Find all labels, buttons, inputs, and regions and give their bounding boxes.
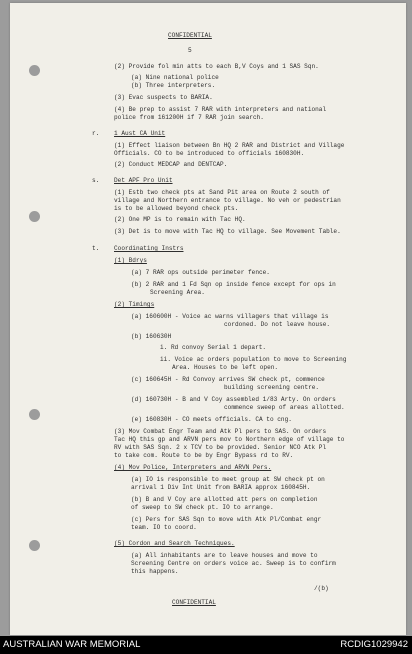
text-line: Screening Area. [150, 289, 205, 296]
text-line: (3) Det is to move with Tac HQ to village. See Movement Table. [114, 228, 341, 235]
text-line: ii. Voice ac orders population to move to Screening [160, 356, 347, 363]
text-line: (a) 7 RAR ops outside perimeter fence. [131, 269, 270, 276]
text-line: (b) Three interpreters. [131, 82, 216, 89]
header-classification: CONFIDENTIAL [168, 32, 212, 39]
text-line: (1) Estb two check pts at Sand Pit area on Route 2 south of [114, 189, 330, 196]
text-line: arrival 1 Div Int Unit from BARIA approx 160845H. [131, 484, 311, 491]
text-line: (1) Effect liaison between Bn HQ 2 RAR and District and Village [114, 142, 345, 149]
text-line: (a) 160600H - Voice ac warns villagers that village is [131, 313, 329, 320]
text-line: (a) All inhabitants are to leave houses and move to [131, 552, 318, 559]
text-line: (c) 160645H - Rd Convoy arrives SW check pt, commence [131, 376, 325, 383]
punch-hole [29, 409, 40, 420]
text-line: team. IO to coord. [131, 524, 197, 531]
punch-hole [29, 211, 40, 222]
text-line: (2) Provide fol min atts to each B,V Coys and 1 SAS Sqn. [114, 63, 319, 70]
text-line: commence sweep of areas allotted. [224, 404, 345, 411]
section-heading: Coordinating Instrs [114, 245, 184, 252]
text-line: (b) B and V Coy are allotted att pers on completion [131, 496, 318, 503]
text-line: Officials. CO to be introduced to officials 160830H. [114, 150, 305, 157]
subsection-heading: (4) Mov Police, Interpreters and ARVN Pers. [114, 464, 272, 471]
section-heading: 1 Aust CA Unit [114, 130, 166, 137]
text-line: (a) Nine national police [131, 74, 219, 81]
section-heading: Det APF Pro Unit [114, 177, 173, 184]
document-page [10, 3, 406, 635]
archive-footer-bar [0, 636, 412, 654]
paragraph-letter: s. [92, 177, 100, 184]
continuation-marker: /(b) [314, 585, 329, 592]
text-line: (e) 160830H - CO meets officials. CA to cng. [131, 416, 292, 423]
paragraph-letter: r. [92, 130, 100, 137]
text-line: building screening centre. [224, 384, 320, 391]
text-line: police from 161200H if 7 RAR join search. [114, 114, 264, 121]
text-line: this happens. [131, 568, 179, 575]
subsection-heading: (5) Cordon and Search Techniques. [114, 540, 235, 547]
text-line: Area. Houses to be left open. [172, 364, 279, 371]
text-line: of sweep to SW check pt. IO to arrange. [131, 504, 274, 511]
text-line: Tac HQ this gp and ARVN pers mov to Northern edge of village to [114, 436, 345, 443]
text-line: (3) Mov Combat Engr Team and Atk Pl pers to SAS. On orders [114, 428, 327, 435]
text-line: (2) One MP is to remain with Tac HQ. [114, 216, 246, 223]
punch-hole [29, 65, 40, 76]
text-line: (d) 160730H - B and V Coy assembled 1/83 Arty. On orders [131, 396, 336, 403]
text-line: village and Northern entrance to village. No veh or pedestrian [114, 197, 341, 204]
page-number: 5 [188, 47, 192, 54]
text-line: to take com. Route to be by Engr Bypass rd to RV. [114, 452, 294, 459]
text-line: (b) 2 RAR and 1 Fd Sqn op inside fence except for ops in [131, 281, 336, 288]
text-line: Screening Centre on orders voice ac. Sweep is to confirm [131, 560, 336, 567]
subsection-heading: (2) Timings [114, 301, 155, 308]
text-line: (2) Conduct MEDCAP and DENTCAP. [114, 161, 228, 168]
archive-name: AUSTRALIAN WAR MEMORIAL [3, 639, 141, 650]
text-line: cordoned. Do not leave house. [224, 321, 331, 328]
paragraph-letter: t. [92, 245, 100, 252]
text-line: i. Rd convoy Serial 1 depart. [160, 344, 267, 351]
subsection-heading: (1) Bdrys [114, 257, 147, 264]
text-line: (4) Be prep to assist 7 RAR with interpreters and national [114, 106, 327, 113]
footer-classification: CONFIDENTIAL [172, 599, 216, 606]
text-line: is to be allowed beyond check pts. [114, 205, 239, 212]
text-line: RV with SAS Sqn. 2 x TCV to be provided. Senior NCO Atk Pl [114, 444, 327, 451]
text-line: (b) 160630H [131, 333, 172, 340]
text-line: (3) Evac suspects to BARIA. [114, 94, 213, 101]
text-line: (c) Pers for SAS Sqn to move with Atk Pl/Combat engr [131, 516, 322, 523]
punch-hole [29, 540, 40, 551]
record-id: RCDIG1029942 [340, 639, 408, 650]
text-line: (a) IO is responsible to meet group at SW check pt on [131, 476, 325, 483]
